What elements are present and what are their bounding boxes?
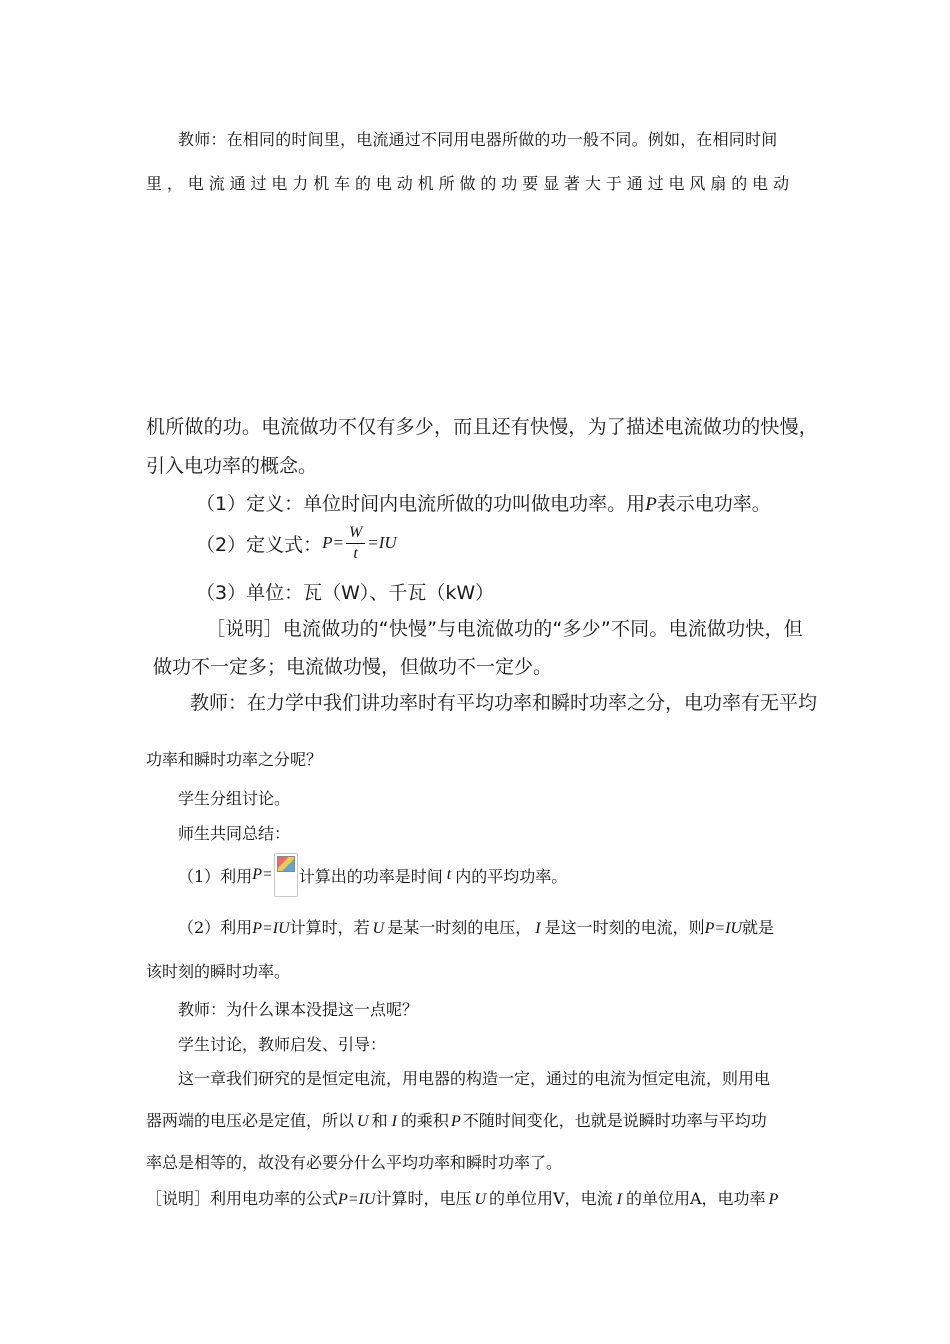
formula: P=IU <box>252 920 290 937</box>
text: 教师：在力学中我们讲功率时有平均功率和瞬时功率之分，电功率有无平均 <box>190 692 818 714</box>
text: 教师：为什么课本没提这一点呢？ <box>178 1000 419 1019</box>
text: （1）定义：单位时间内电流所做的功叫做电功率。用 <box>196 493 646 515</box>
text: 做功不一定多；电流做功慢，但做功不一定少。 <box>153 656 553 678</box>
definition-item-3 <box>196 578 494 605</box>
text: （2）利用 <box>178 918 253 937</box>
text: 计算时，电压 <box>375 1189 472 1208</box>
formula-fraction <box>346 525 365 562</box>
text: 计算出的功率是时间 <box>298 866 443 886</box>
paragraph-students-discuss <box>178 786 290 809</box>
paragraph-summary-heading <box>178 821 290 844</box>
paragraph-students-guided <box>178 1032 386 1055</box>
text: （3）单位：瓦（W）、千瓦（kW） <box>196 582 495 604</box>
summary-item-2-line2 <box>146 959 290 982</box>
text: 该时刻的瞬时功率。 <box>146 962 291 981</box>
note-units <box>146 1186 778 1209</box>
note-speed-vs-amount-line1 <box>206 614 803 641</box>
symbol-u: U <box>474 1191 487 1208</box>
definition-item-2 <box>196 518 397 568</box>
symbol-t: t <box>446 866 452 883</box>
formula-rhs: =IU <box>367 533 397 552</box>
text: 是某一时刻的电压， <box>387 918 532 937</box>
text: 表示电功率。 <box>656 493 771 515</box>
symbol-i: I <box>616 1191 622 1208</box>
symbol-p: P <box>450 1113 461 1130</box>
paragraph-explanation-line1 <box>178 1066 770 1089</box>
text: 机所做的功。电流做功不仅有多少，而且还有快慢，为了描述电流做功的快慢， <box>146 416 819 438</box>
paragraph-teacher-intro-line1 <box>178 127 777 150</box>
paragraph-power-concept-line2 <box>146 451 317 478</box>
symbol-p: P <box>768 1191 779 1208</box>
text: 功率和瞬时功率之分呢？ <box>146 750 323 769</box>
paragraph-teacher-why <box>178 997 418 1020</box>
paragraph-explanation-line2 <box>146 1108 767 1131</box>
summary-item-1 <box>178 850 567 900</box>
broken-image-icon <box>274 853 298 897</box>
text: 是这一时刻的电流，则 <box>544 918 705 937</box>
paragraph-teacher-intro-line2 <box>146 171 794 194</box>
symbol-u: U <box>357 1113 369 1130</box>
text: （2）定义式： <box>196 533 323 556</box>
text: 计算时，若 <box>289 918 370 937</box>
fraction-denominator: t <box>353 544 358 562</box>
symbol-p: P <box>645 494 657 515</box>
summary-item-2-line1 <box>178 915 774 938</box>
text: 教师：在相同的时间里，电流通过不同用电器所做的功一般不同。例如，在相同时间 <box>178 130 778 149</box>
text: 学生讨论，教师启发、引导： <box>178 1035 387 1054</box>
formula-lhs: P= <box>252 866 273 883</box>
text: 师生共同总结： <box>178 824 291 843</box>
paragraph-explanation-line3 <box>146 1150 562 1173</box>
text: （1）利用 <box>178 866 253 886</box>
paragraph-power-concept-line1 <box>146 412 818 439</box>
text: 就是 <box>742 918 775 937</box>
paragraph-teacher-question-line1 <box>190 688 817 715</box>
text: 率总是相等的，故没有必要分什么平均功率和瞬时功率了。 <box>146 1153 563 1172</box>
text: 内的平均功率。 <box>455 866 568 886</box>
text: ［说明］电流做功的“快慢”与电流做功的“多少”不同。电流做功快，但 <box>206 618 803 640</box>
text: 和 <box>371 1111 388 1130</box>
formula: P=IU <box>338 1191 376 1208</box>
note-speed-vs-amount-line2 <box>153 652 552 679</box>
paragraph-teacher-question-line2 <box>146 747 322 770</box>
text: 里，电流通过电力机车的电动机所做的功要显著大于通过电风扇的电动 <box>146 174 794 193</box>
definition-item-1 <box>196 489 771 516</box>
formula-lhs: P= <box>322 533 344 552</box>
symbol-i: I <box>391 1113 397 1130</box>
text: 这一章我们研究的是恒定电流，用电器的构造一定，通过的电流为恒定电流，则用电 <box>178 1069 771 1088</box>
text: 器两端的电压必是定值，所以 <box>146 1111 355 1130</box>
text: 的单位用A，电功率 <box>625 1189 766 1208</box>
text: ［说明］利用电功率的公式 <box>146 1189 339 1208</box>
formula: P=IU <box>704 920 743 937</box>
text: 不随时间变化，也就是说瞬时功率与平均功 <box>462 1111 767 1130</box>
symbol-i: I <box>535 920 541 937</box>
text: 引入电功率的概念。 <box>146 455 318 477</box>
text: 的乘积 <box>400 1111 449 1130</box>
fraction-numerator: W <box>346 525 365 544</box>
symbol-u: U <box>372 920 385 937</box>
text: 的单位用V，电流 <box>489 1189 613 1208</box>
text: 学生分组讨论。 <box>178 789 291 808</box>
